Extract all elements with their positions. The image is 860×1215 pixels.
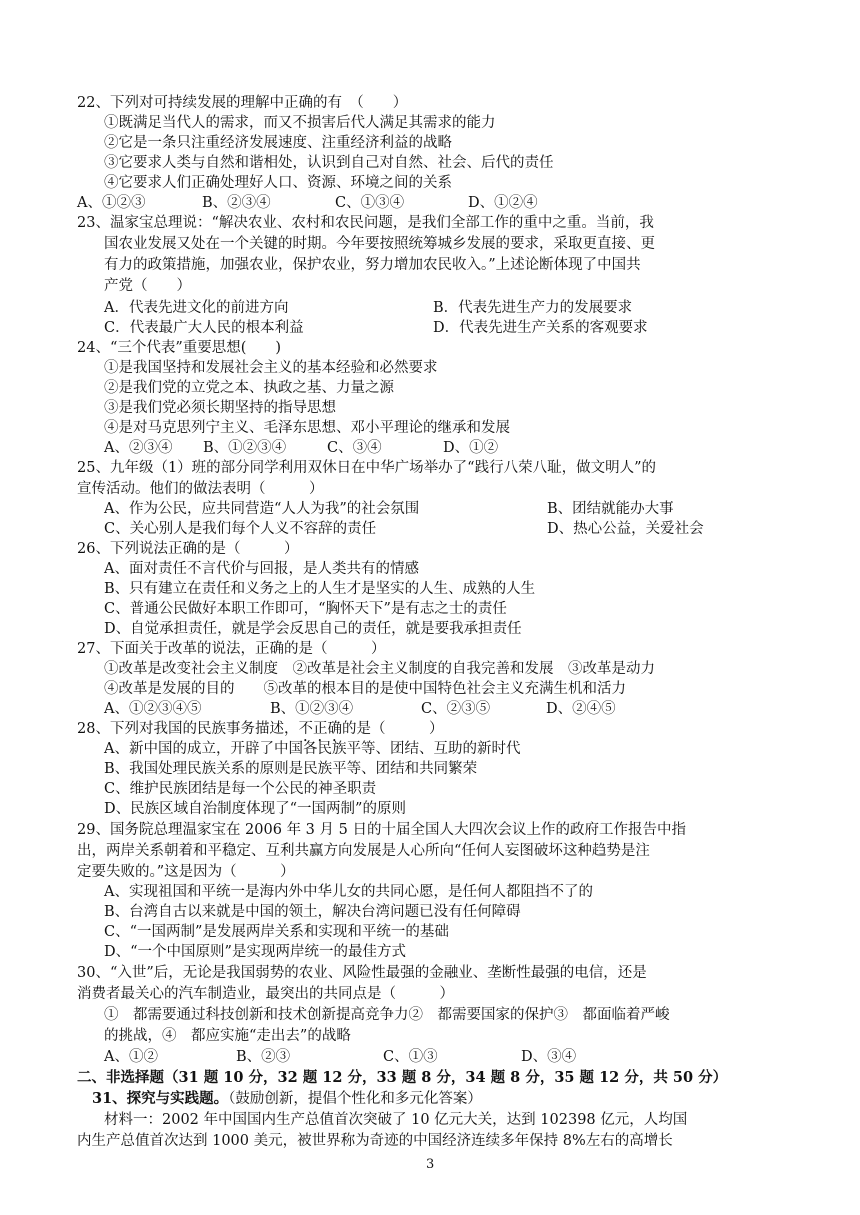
q25-option-a: A、作为公民，应共同营造“人人为我”的社会氛围 (104, 501, 420, 517)
q23-line: 国农业发展又处在一个关键的时期。今年要按照统筹城乡发展的要求，采取更直接、更 (104, 236, 655, 252)
q26-stem: 26、下列说法正确的是（ ） (77, 541, 299, 557)
q25-line: 宣传活动。他们的做法表明（ ） (77, 481, 324, 497)
q25-option-b: B、团结就能办大事 (547, 501, 674, 517)
q29-line: 定要失败的。”这是因为（ ） (77, 864, 295, 880)
q23-option-c: C．代表最广大人民的根本利益 (104, 320, 304, 336)
q25-line: 25、九年级（1）班的部分同学利用双休日在中华广场举办了“践行八荣八耻，做文明人”的 (77, 460, 656, 476)
q24-item: ②是我们党的立党之本、执政之基、力量之源 (104, 380, 394, 396)
q29-option-c: C、“一国两制”是发展两岸关系和实现和平统一的基础 (104, 924, 449, 940)
q22-item: ①既满足当代人的需求，而又不损害后代人满足其需求的能力 (104, 115, 496, 131)
q24-option-a: A、②③④ (104, 440, 173, 456)
q25-option-d: D、热心公益，关爱社会 (547, 521, 704, 537)
q27-option-b: B、①②③④ (270, 701, 354, 717)
q23-line: 有力的政策措施，加强农业，保护农业，努力增加农民收入。”上述论断体现了中国共 (104, 257, 641, 273)
q29-option-b: B、台湾自古以来就是中国的领土，解决台湾问题已没有任何障碍 (104, 904, 521, 920)
q30-line: 30、“入世”后，无论是我国弱势的农业、风险性最强的金融业、垄断性最强的电信，还是 (77, 965, 647, 981)
q23-option-b: B．代表先进生产力的发展要求 (433, 300, 633, 316)
q22-option-a: A、①②③ (77, 195, 146, 211)
q22-item: ④它要求人们正确处理好人口、资源、环境之间的关系 (104, 175, 452, 191)
q28-option-c: C、维护民族团结是每一个公民的神圣职责 (104, 781, 377, 797)
q31-title: 31、探究与实践题。（鼓励创新，提倡个性化和多元化答案） (92, 1090, 482, 1107)
q30-item: ① 都需要通过科技创新和技术创新提高竞争力② 都需要国家的保护③ 都面临着严峻 (104, 1007, 670, 1023)
material-line: 内生产总值首次达到 1000 美元，被世界称为奇迹的中国经济连续多年保持 8%左右的高增长 (77, 1133, 673, 1149)
q27-stem: 27、下面关于改革的说法，正确的是（ ） (77, 641, 386, 657)
q30-line: 消费者最关心的汽车制造业，最突出的共同点是（ ） (77, 986, 454, 1002)
q27-option-c: C、②③⑤ (421, 701, 491, 717)
q22-item: ③它要求人类与自然和谐相处，认识到自己对自然、社会、后代的责任 (104, 155, 554, 171)
q27-item: ④改革是发展的目的 ⑤改革的根本目的是使中国特色社会主义充满生机和活力 (104, 681, 626, 697)
q30-item: 的挑战，④ 都应实施“走出去”的战略 (104, 1028, 351, 1044)
q22-option-d: D、①②④ (468, 195, 538, 211)
q22-item: ②它是一条只注重经济发展速度、注重经济利益的战略 (104, 135, 452, 151)
q27-item: ①改革是改变社会主义制度 ②改革是社会主义制度的自我完善和发展 ③改革是动力 (104, 661, 655, 677)
section-heading: 二、非选择题（31 题 10 分，32 题 12 分，33 题 8 分，34 题 8 分，35 题 12 分，共 50 分） (77, 1069, 728, 1086)
q24-item: ④是对马克思列宁主义、毛泽东思想、邓小平理论的继承和发展 (104, 420, 510, 436)
q28-option-b: B、我国处理民族关系的原则是民族平等、团结和共同繁荣 (104, 761, 478, 777)
q26-option-a: A、面对责任不言代价与回报，是人类共有的情感 (104, 561, 419, 577)
q23-line: 23、温家宝总理说：“解决农业、农村和农民问题，是我们全部工作的重中之重。当前，我 (77, 215, 654, 231)
q24-stem: 24、“三个代表”重要思想( ) (77, 340, 282, 356)
q30-option-d: D、③④ (521, 1049, 577, 1065)
q24-item: ①是我国坚持和发展社会主义的基本经验和必然要求 (104, 360, 438, 376)
emphasis-not-correct: 不正确 (298, 721, 342, 737)
q25-option-c: C、关心别人是我们每个人义不容辞的责任 (104, 521, 377, 537)
q27-option-a: A、①②③④⑤ (104, 701, 202, 717)
q23-line: 产党（ ） (104, 278, 191, 294)
q24-option-d: D、①② (443, 440, 499, 456)
q24-option-b: B、①②③④ (203, 440, 287, 456)
q22-option-c: C、①③④ (335, 195, 405, 211)
page-number: 3 (426, 1157, 435, 1172)
q22-option-b: B、②③④ (202, 195, 271, 211)
q24-option-c: C、③④ (327, 440, 382, 456)
q29-option-d: D、“一个中国原则”是实现两岸统一的最佳方式 (104, 944, 406, 960)
q23-option-d: D．代表先进生产关系的客观要求 (433, 320, 648, 336)
q29-option-a: A、实现祖国和平统一是海内外中华儿女的共同心愿，是任何人都阻挡不了的 (104, 884, 593, 900)
material-line: 材料一：2002 年中国国内生产总值首次突破了 10 亿元大关，达到 102398 亿元，人均国 (104, 1112, 688, 1128)
q29-line: 出，两岸关系朝着和平稳定、互利共赢方向发展是人心所向“任何人妄图破坏这种趋势是注 (77, 843, 650, 859)
q30-option-a: A、①② (104, 1049, 158, 1065)
q26-option-b: B、只有建立在责任和义务之上的人生才是坚实的人生、成熟的人生 (104, 581, 536, 597)
q28-stem: 28、下列对我国的民族事务描述，不正确的是（ ） (77, 721, 444, 737)
q22-stem: 22、下列对可持续发展的理解中正确的有 （ ） (77, 95, 408, 111)
q29-line: 29、国务院总理温家宝在 2006 年 3 月 5 日的十届全国人大四次会议上作的政府工作报告中指 (77, 822, 686, 838)
q26-option-d: D、自觉承担责任，就是学会反思自己的责任，就是要我承担责任 (104, 621, 522, 637)
q30-option-b: B、②③ (236, 1049, 291, 1065)
q28-option-d: D、民族区域自治制度体现了“一国两制”的原则 (104, 801, 406, 817)
q26-option-c: C、普通公民做好本职工作即可，“胸怀天下”是有志之士的责任 (104, 601, 507, 617)
q27-option-d: D、②④⑤ (546, 701, 616, 717)
q30-option-c: C、①③ (383, 1049, 438, 1065)
q23-option-a: A．代表先进文化的前进方向 (104, 300, 289, 316)
q24-item: ③是我们党必须长期坚持的指导思想 (104, 400, 336, 416)
q28-option-a: A、新中国的成立，开辟了中国各民族平等、团结、互助的新时代 (104, 741, 521, 757)
